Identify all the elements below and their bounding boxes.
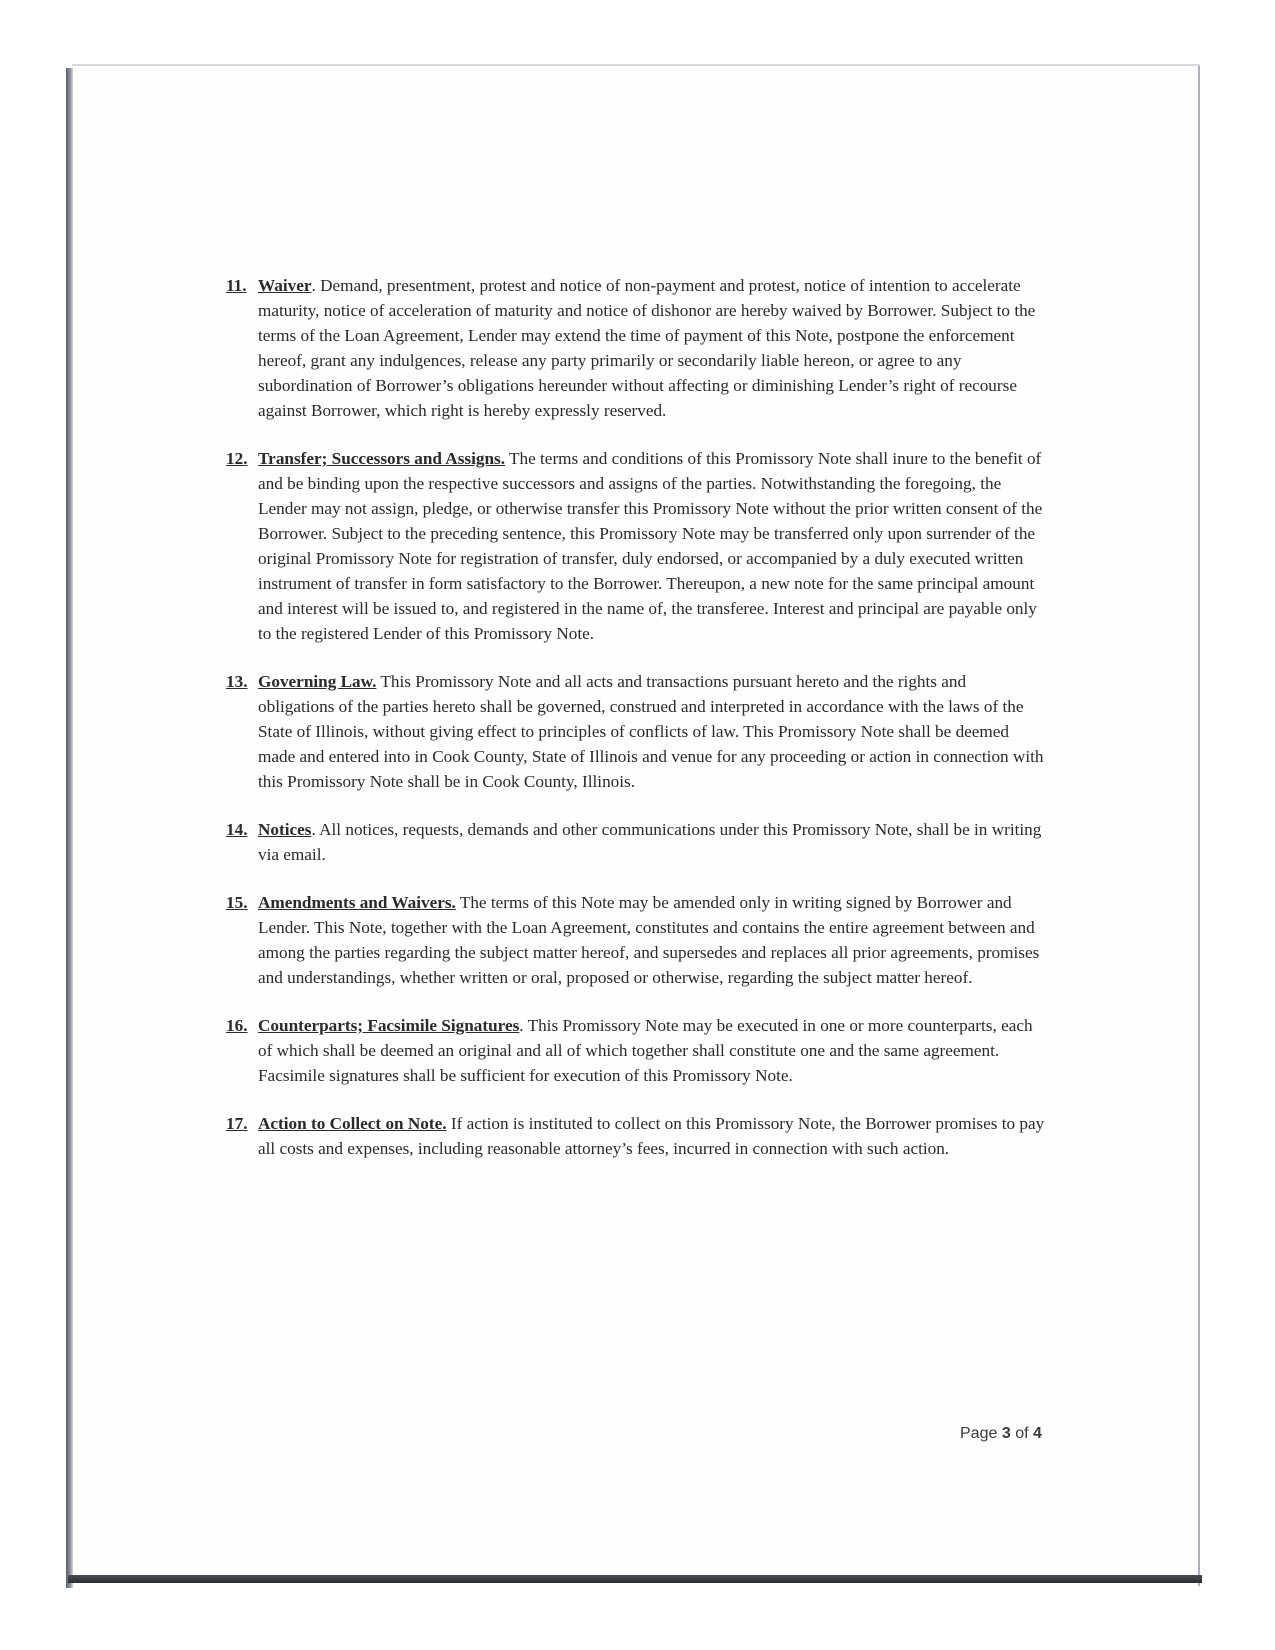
section-13-governing-law (226, 669, 1046, 794)
page-number (960, 1425, 1042, 1443)
section-12-transfer (226, 446, 1046, 646)
section-body: If action is instituted to collect on this Promissory Note, the Borrower promises to pay all costs and expenses, including reasonable attorney’s fees, incurred in connection with such action. (258, 1114, 1045, 1158)
heading-punctuation: . (311, 820, 316, 839)
section-body: The terms and conditions of this Promissory Note shall inure to the benefit of and be binding upon the respective successors and assigns of the parties. Notwithstanding the foregoing, the Lender may not assign, pledge, or otherwise transfer this Promissory Note without the prior written consent of the Borrower. Subject to the preceding sentence, this Promissory Note may be transferred only upon surrender of the original Promissory Note for registration of transfer, duly endorsed, or accompanied by a duly executed written instrument of transfer in form satisfactory to the Borrower. Thereupon, a new note for the same principal amount and interest will be issued to, and registered in the name of, the transferee. Interest and principal are payable only to the registered Lender of this Promissory Note. (258, 449, 1043, 643)
section-body: This Promissory Note and all acts and transactions pursuant hereto and the rights and obligations of the parties hereto shall be governed, construed and interpreted in accordance with the laws of the State of Illinois, without giving effect to principles of conflicts of law. This Promissory Note shall be deemed made and entered into in Cook County, State of Illinois and venue for any proceeding or action in connection with this Promissory Note shall be in Cook County, Illinois. (258, 672, 1044, 791)
document-body (226, 273, 1046, 1184)
section-heading: Action to Collect on Note. (258, 1114, 447, 1133)
section-body: This Promissory Note may be executed in one or more counterparts, each of which shall be deemed an original and all of which together shall constitute one and the same agreement. Facsimile signatures shall be sufficient for execution of this Promissory Note. (258, 1016, 1033, 1085)
page-word: Page (960, 1425, 998, 1442)
section-body: All notices, requests, demands and other communications under this Promissory Note, shall be in writing via email. (258, 820, 1042, 864)
section-number: 17. (226, 1114, 248, 1133)
section-number: 14. (226, 820, 248, 839)
section-heading: Amendments and Waivers. (258, 893, 456, 912)
section-heading: Notices (258, 820, 312, 839)
page-total: 4 (1032, 1425, 1042, 1442)
scan-edge-right (1198, 66, 1200, 1586)
section-body: The terms of this Note may be amended only in writing signed by Borrower and Lender. This Note, together with the Loan Agreement, constitutes and contains the entire agreement between and among the parties regarding the subject matter hereof, and supersedes and replaces all prior agreements, promises and understandings, whether written or oral, proposed or otherwise, regarding the subject matter hereof. (258, 893, 1040, 987)
section-number: 15. (226, 893, 248, 912)
scan-edge-bottom (68, 1575, 1202, 1583)
section-number: 13. (226, 672, 248, 691)
section-14-notices (226, 817, 1046, 867)
scan-edge-left (66, 68, 73, 1588)
heading-punctuation: . (311, 276, 316, 295)
of-word: of (1015, 1425, 1029, 1442)
section-number: 11. (226, 276, 247, 295)
section-heading: Transfer; Successors and Assigns. (258, 449, 506, 468)
section-15-amendments (226, 890, 1046, 990)
section-heading: Counterparts; Facsimile Signatures (258, 1016, 520, 1035)
section-heading: Waiver (258, 276, 312, 295)
section-body: Demand, presentment, protest and notice of non-payment and protest, notice of intention to accelerate maturity, notice of acceleration of maturity and notice of dishonor are hereby waived by Borrower. Subject to the terms of the Loan Agreement, Lender may extend the time of payment of this Note, postpone the enforcement hereof, grant any indulgences, release any party primarily or secondarily liable hereon, or agree to any subordination of Borrower’s obligations hereunder without affecting or diminishing Lender’s right of recourse against Borrower, which right is hereby expressly reserved. (258, 276, 1036, 420)
heading-punctuation: . (519, 1016, 524, 1035)
section-number: 16. (226, 1016, 248, 1035)
section-17-collection (226, 1111, 1046, 1161)
section-heading: Governing Law. (258, 672, 377, 691)
section-16-counterparts (226, 1013, 1046, 1088)
section-number: 12. (226, 449, 248, 468)
section-11-waiver (226, 273, 1046, 423)
page-current: 3 (1001, 1425, 1011, 1442)
